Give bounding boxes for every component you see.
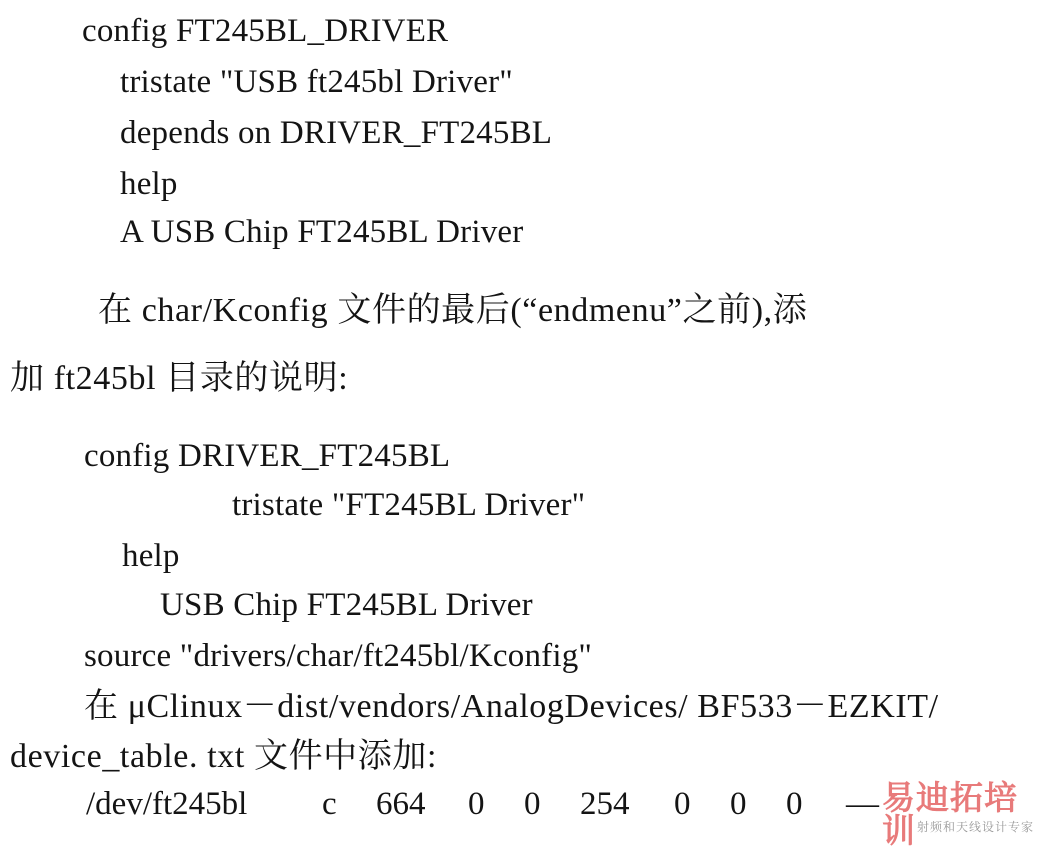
watermark-title: 易迪拓培训 — [882, 778, 1018, 850]
watermark-logo — [882, 778, 1038, 850]
device-mode: 664 — [376, 786, 426, 822]
code-line: help — [122, 538, 180, 574]
code-line: config FT245BL_DRIVER — [82, 13, 449, 49]
device-count: 0 — [786, 786, 803, 822]
device-type: c — [322, 786, 337, 822]
code-line: help — [120, 166, 178, 202]
code-line: tristate "USB ft245bl Driver" — [120, 64, 513, 100]
code-line: USB Chip FT245BL Driver — [160, 587, 533, 623]
device-major: 254 — [580, 786, 630, 822]
device-uid: 0 — [468, 786, 485, 822]
device-path: /dev/ft245bl — [86, 786, 248, 822]
paragraph-line: 在 char/Kconfig 文件的最后(“endmenu”之前),添 — [98, 292, 808, 329]
code-line: source "drivers/char/ft245bl/Kconfig" — [84, 638, 593, 674]
device-table-entry — [0, 788, 880, 824]
code-line: A USB Chip FT245BL Driver — [120, 214, 524, 250]
watermark-subtitle: 射频和天线设计专家 — [916, 820, 1034, 834]
device-inc: 0 — [730, 786, 747, 822]
paragraph-line: 加 ft245bl 目录的说明: — [10, 360, 349, 397]
code-line: tristate "FT245BL Driver" — [232, 487, 586, 523]
code-line: depends on DRIVER_FT245BL — [120, 115, 553, 151]
code-line: config DRIVER_FT245BL — [84, 438, 451, 474]
device-gid: 0 — [524, 786, 541, 822]
paragraph-line: 在 μClinux－dist/vendors/AnalogDevices/ BF533－EZKIT/ — [84, 688, 939, 725]
paragraph-line: device_table. txt 文件中添加: — [10, 738, 438, 775]
device-dash: — — [846, 786, 879, 822]
device-minor: 0 — [674, 786, 691, 822]
